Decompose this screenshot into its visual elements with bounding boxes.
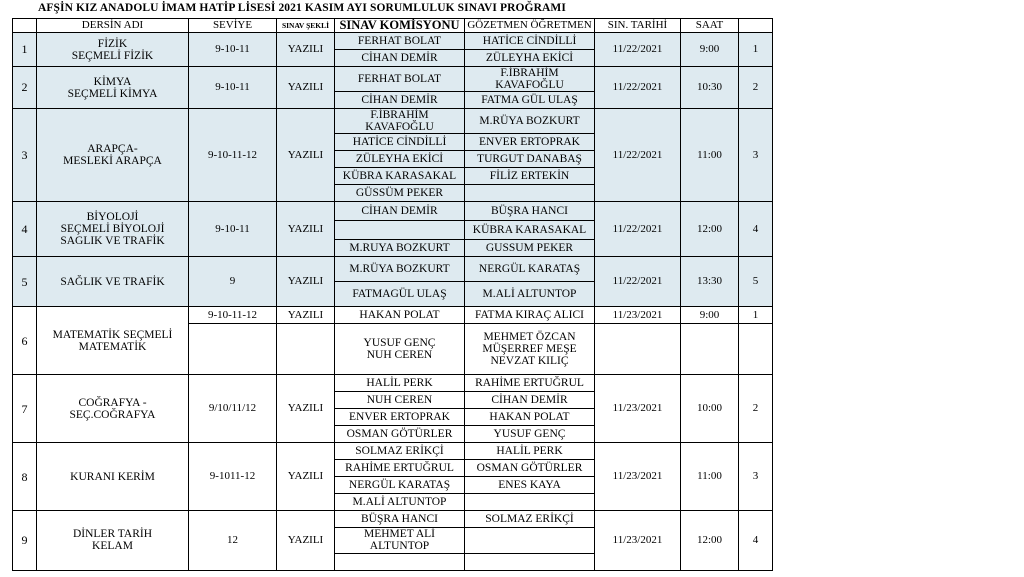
cell-level: 9-10-11 [189,202,277,257]
cell-commission: M.RÜYA BOZKURT [335,257,465,282]
cell-date: 11/22/2021 [595,257,681,307]
cell-commission: NUH CEREN [335,392,465,409]
cell-no: 6 [13,307,37,375]
cell-commission: CİHAN DEMİR [335,92,465,109]
cell-time: 11:00 [681,109,739,202]
cell-time: 10:30 [681,67,739,109]
cell-level-empty [189,324,277,375]
cell-order: 4 [739,202,773,257]
table-row [13,307,773,324]
cell-level: 9/10/11/12 [189,375,277,443]
cell-observer: M.RÜYA BOZKURT [465,109,595,134]
header-exam-type: SINAV ŞEKLİ [277,19,335,33]
cell-no: 8 [13,443,37,511]
table-header-row [13,19,773,33]
cell-no: 4 [13,202,37,257]
cell-commission: MEHMET ALİ ALTUNTOP [335,528,465,553]
cell-commission: CİHAN DEMİR [335,202,465,221]
cell-date: 11/22/2021 [595,67,681,109]
cell-date-empty [595,324,681,375]
cell-date: 11/22/2021 [595,33,681,67]
cell-lesson [37,511,189,570]
cell-commission [335,553,465,570]
cell-date: 11/23/2021 [595,307,681,324]
lesson-line: KİMYA [93,75,132,88]
cell-exam-type: YAZILI [277,257,335,307]
lesson-line: SEÇMELİ KİMYA [67,87,158,100]
cell-observer: M.ALİ ALTUNTOP [465,282,595,307]
cell-order-empty [739,324,773,375]
cell-level: 9-10-11-12 [189,307,277,324]
cell-date: 11/23/2021 [595,443,681,511]
cell-observer: ZÜLEYHA EKİCİ [465,50,595,67]
cell-commission: M.RUYA BOZKURT [335,240,465,257]
lesson-line: KELAM [92,540,133,553]
cell-observer: NERGÜL KARATAŞ [465,257,595,282]
cell-observer: BÜŞRA HANCI [465,202,595,221]
cell-level: 9-1011-12 [189,443,277,511]
lesson-line: SEÇ.COĞRAFYA [69,408,156,421]
cell-commission: RAHİME ERTUĞRUL [335,460,465,477]
cell-date: 11/23/2021 [595,511,681,570]
commission-line: NUH CEREN [366,349,433,362]
cell-observer [465,324,595,375]
cell-time: 9:00 [681,33,739,67]
cell-order: 3 [739,109,773,202]
cell-lesson [37,33,189,67]
cell-observer [465,553,595,570]
cell-observer: TURGUT DANABAŞ [465,151,595,168]
cell-time: 11:00 [681,443,739,511]
cell-exam-type-empty [277,324,335,375]
cell-no: 3 [13,109,37,202]
cell-order: 4 [739,511,773,570]
cell-exam-type: YAZILI [277,375,335,443]
cell-commission: F.İBRAHİM KAVAFOĞLU [335,109,465,134]
cell-date: 11/22/2021 [595,202,681,257]
table-row [13,375,773,392]
cell-time-empty [681,324,739,375]
cell-commission: FATMAGÜL ULAŞ [335,282,465,307]
header-no [13,19,37,33]
cell-exam-type: YAZILI [277,67,335,109]
cell-no: 5 [13,257,37,307]
cell-no: 9 [13,511,37,570]
cell-commission: ZÜLEYHA EKİCİ [335,151,465,168]
cell-commission: OSMAN GÖTÜRLER [335,426,465,443]
cell-observer: ENVER ERTOPRAK [465,134,595,151]
cell-no: 2 [13,67,37,109]
cell-commission: FERHAT BOLAT [335,67,465,92]
cell-time: 9:00 [681,307,739,324]
cell-lesson [37,67,189,109]
cell-observer: FATMA KIRAÇ ALICI [465,307,595,324]
table-row [13,33,773,50]
cell-exam-type: YAZILI [277,307,335,324]
cell-observer: FATMA GÜL ULAŞ [465,92,595,109]
cell-observer: KÜBRA KARASAKAL [465,221,595,240]
header-commission: SINAV KOMİSYONU [335,19,465,33]
observer-line: MÜŞERREF MEŞE [482,343,577,356]
cell-date: 11/22/2021 [595,109,681,202]
cell-level: 12 [189,511,277,570]
cell-order: 2 [739,67,773,109]
cell-commission: HAKAN POLAT [335,307,465,324]
cell-exam-type: YAZILI [277,511,335,570]
header-observer: GÖZETMEN ÖĞRETMEN [465,19,595,33]
cell-lesson [37,202,189,257]
observer-line: NEVZAT KILIÇ [490,355,569,368]
cell-level: 9-10-11 [189,67,277,109]
cell-observer [465,528,595,553]
cell-observer: HATİCE CİNDİLLİ [465,33,595,50]
cell-commission: HALİL PERK [335,375,465,392]
header-level: SEVİYE [189,19,277,33]
cell-observer: SOLMAZ ERİKÇİ [465,511,595,528]
cell-observer [465,494,595,511]
cell-observer: HALİL PERK [465,443,595,460]
lesson-line: DİNLER TARİH [72,528,153,541]
lesson-line: COĞRAFYA - [78,396,147,409]
cell-lesson: SAĞLIK VE TRAFİK [37,257,189,307]
cell-commission: CİHAN DEMİR [335,50,465,67]
page-title: AFŞİN KIZ ANADOLU İMAM HATİP LİSESİ 2021 KASIM AYI SORUMLULUK SINAVI PROĞRAMI [38,2,566,14]
cell-exam-type: YAZILI [277,443,335,511]
cell-lesson [37,375,189,443]
cell-observer: FİLİZ ERTEKİN [465,168,595,185]
table-row [13,109,773,134]
cell-observer: HAKAN POLAT [465,409,595,426]
table-row [13,257,773,282]
exam-schedule-table [12,18,773,571]
cell-observer: YUSUF GENÇ [465,426,595,443]
lesson-line: FİZİK [97,37,128,50]
lesson-line: MESLEKİ ARAPÇA [63,155,162,168]
cell-observer: ENES KAYA [465,477,595,494]
cell-commission: ENVER ERTOPRAK [335,409,465,426]
cell-commission: HATİCE CİNDİLLİ [335,134,465,151]
lesson-line: BİYOLOJİ [86,211,139,224]
cell-level: 9 [189,257,277,307]
cell-observer: RAHİME ERTUĞRUL [465,375,595,392]
cell-observer: OSMAN GÖTÜRLER [465,460,595,477]
cell-commission: BÜŞRA HANCI [335,511,465,528]
cell-time: 12:00 [681,202,739,257]
cell-observer [465,185,595,202]
header-lesson: DERSİN ADI [37,19,189,33]
header-order [739,19,773,33]
cell-date: 11/23/2021 [595,375,681,443]
cell-level: 9-10-11-12 [189,109,277,202]
commission-line: YUSUF GENÇ [363,337,436,350]
cell-time: 10:00 [681,375,739,443]
cell-observer: GUSSUM PEKER [465,240,595,257]
table-row [13,202,773,221]
cell-commission: FERHAT BOLAT [335,33,465,50]
cell-level: 9-10-11 [189,33,277,67]
cell-order: 2 [739,375,773,443]
table-row [13,443,773,460]
cell-time: 13:30 [681,257,739,307]
cell-commission [335,324,465,375]
lesson-line: SEÇMELİ BİYOLOJİ [60,223,165,236]
cell-commission: SOLMAZ ERİKÇİ [335,443,465,460]
header-time: SAAT [681,19,739,33]
cell-lesson: KURANI KERİM [37,443,189,511]
lesson-line: SEÇMELİ FİZİK [71,49,154,62]
cell-order: 5 [739,257,773,307]
cell-order: 1 [739,307,773,324]
table-row [13,67,773,92]
cell-lesson [37,109,189,202]
cell-observer: CİHAN DEMİR [465,392,595,409]
cell-commission: KÜBRA KARASAKAL [335,168,465,185]
cell-exam-type: YAZILI [277,33,335,67]
cell-time: 12:00 [681,511,739,570]
cell-order: 1 [739,33,773,67]
lesson-line: ARAPÇA- [87,143,138,156]
cell-commission: GÜSSÜM PEKER [335,185,465,202]
cell-no: 7 [13,375,37,443]
cell-exam-type: YAZILI [277,109,335,202]
table-row [13,511,773,528]
lesson-line: MATEMATİK [78,340,147,353]
cell-no: 1 [13,33,37,67]
cell-exam-type: YAZILI [277,202,335,257]
cell-observer: F.İBRAHİM KAVAFOĞLU [465,67,595,92]
cell-commission [335,221,465,240]
observer-line: MEHMET ÖZCAN [483,331,576,344]
cell-lesson [37,307,189,375]
cell-commission: NERGÜL KARATAŞ [335,477,465,494]
cell-order: 3 [739,443,773,511]
cell-commission: M.ALİ ALTUNTOP [335,494,465,511]
lesson-line: SAGLIK VE TRAFİK [60,235,165,248]
lesson-line: MATEMATİK SEÇMELİ [52,328,173,341]
header-date: SIN. TARİHİ [595,19,681,33]
